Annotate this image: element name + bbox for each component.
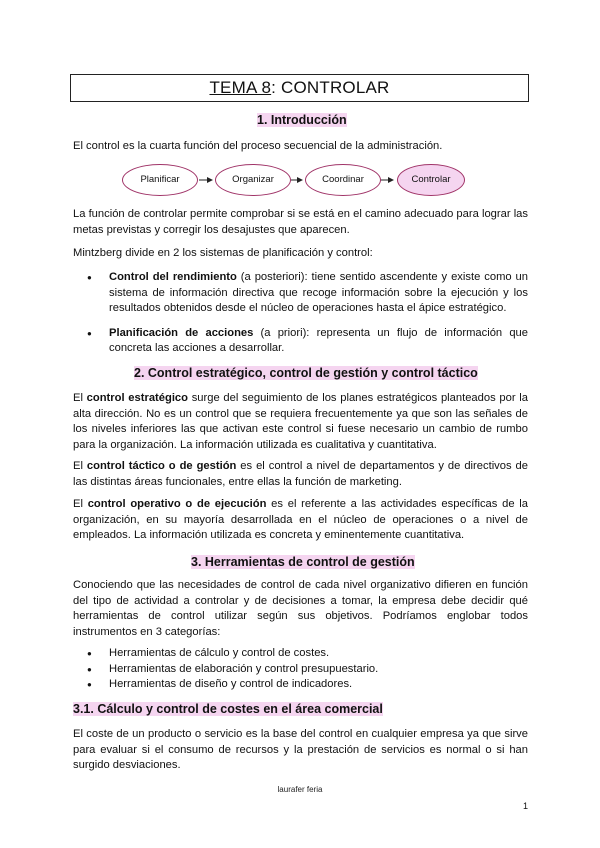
section-2-heading: 2. Control estratégico, control de gestión y control táctico (134, 366, 478, 380)
mintzberg-list (87, 270, 528, 366)
herramientas-list (87, 646, 528, 693)
list-item: ● Herramientas de cálculo y control de costes. (87, 646, 528, 662)
section-1-heading: 1. Introducción (257, 113, 347, 127)
flow-node-coordinar: Coordinar (305, 164, 381, 196)
title-text: : CONTROLAR (271, 78, 390, 97)
flow-node-controlar: Controlar (397, 164, 465, 196)
section-3-heading: 3. Herramientas de control de gestión (191, 555, 415, 569)
page-title (70, 74, 529, 102)
list-item: ● Planificación de acciones (a priori): representa un flujo de información que concreta las acciones a desarrollar. (87, 326, 528, 357)
intro-paragraph: El control es la cuarta función del proceso secuencial de la administración. (73, 140, 443, 152)
footer-author: laurafer feria (277, 785, 323, 794)
process-flow-diagram (122, 164, 467, 198)
paragraph-coste: El coste de un producto o servicio es la base del control en cualquier empresa ya que sirve para evaluar si el consumo de recursos y la prestación de servicios es normal o si han surgido desviaciones. (73, 728, 528, 771)
flow-node-planificar: Planificar (122, 164, 198, 196)
paragraph-control-estrategico: El control estratégico surge del seguimiento de los planes estratégicos planteados por la alta dirección. No es un control que se requiera frecuentemente ya que son las señales de los niveles inferiores las que activan este control si fuese necesario un cambio de rumbo para la organización. La información utilizada es cualitativa y cuantitativa. (73, 392, 528, 451)
paragraph-mintzberg: Mintzberg divide en 2 los sistemas de planificación y control: (73, 247, 373, 259)
list-item: ● Herramientas de elaboración y control presupuestario. (87, 662, 528, 678)
paragraph-controlar: La función de controlar permite comprobar si se está en el camino adecuado para lograr las metas previstas y corregir los desajustes que aparecen. (73, 208, 528, 236)
title-number: TEMA 8 (209, 78, 272, 97)
list-item: ● Herramientas de diseño y control de indicadores. (87, 677, 528, 693)
section-3-1-heading: 3.1. Cálculo y control de costes en el área comercial (73, 702, 383, 716)
paragraph-control-operativo: El control operativo o de ejecución es el referente a las actividades específicas de la organización, en su mayoría desarrollada en el núcleo de operaciones o a nivel de empleados. La información utilizada es concreta y eminentemente cuantitativa. (73, 498, 528, 541)
list-item: ● Control del rendimiento (a posteriori): tiene sentido ascendente y existe como un sistema de información directiva que recoge información sobre la ejecución y los resultados obtenidos desde el núcleo de operaciones hasta el ápice estratégico. (87, 270, 528, 317)
flow-node-organizar: Organizar (215, 164, 291, 196)
paragraph-control-tactico: El control táctico o de gestión es el control a nivel de departamentos y de directivos de las distintas áreas funcionales, entre ellas la función de marketing. (73, 460, 528, 488)
page-number: 1 (523, 801, 529, 811)
paragraph-herramientas: Conociendo que las necesidades de control de cada nivel organizativo difieren en función del tipo de actividad a controlar y de decisiones a tomar, la empresa debe decidir qué herramientas de control utilizar según sus objetivos. Podríamos englobar todos instrumentos en 3 categorías: (73, 579, 528, 638)
